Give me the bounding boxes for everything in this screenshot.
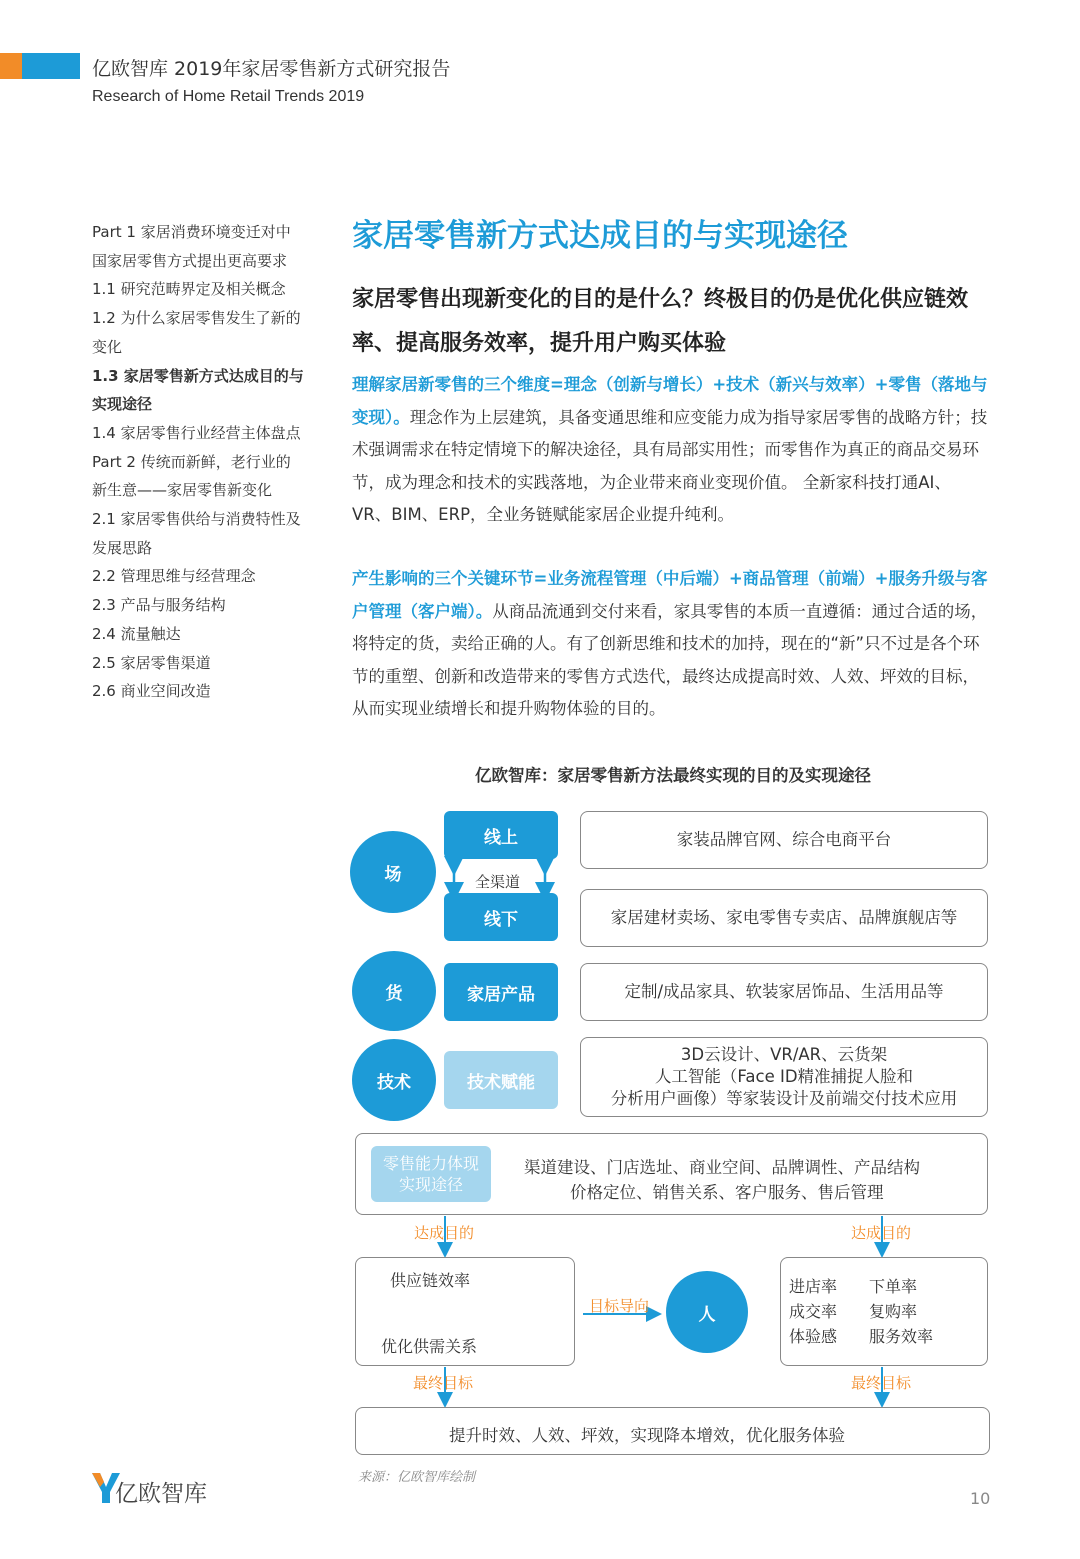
final-goal-text: 提升时效、人效、坪效，实现降本增效，优化服务体验 <box>449 1426 845 1445</box>
toc-item[interactable]: Part 1 家居消费环境变迁对中 <box>92 223 291 241</box>
toc-item[interactable]: 2.5 家居零售渠道 <box>92 653 211 672</box>
optimize-supply-demand: 优化供需关系 <box>381 1337 478 1356</box>
retail-capability-label <box>371 1146 491 1202</box>
toc-item[interactable]: 2.4 流量触达 <box>92 624 181 643</box>
label-goal-orientation: 目标导向 <box>589 1297 650 1315</box>
footer-logo-text: 亿欧智库 <box>115 1481 207 1507</box>
label-final-right: 最终目标 <box>851 1374 912 1392</box>
toc-item[interactable]: 2.2 管理思维与经营理念 <box>92 567 256 586</box>
label-achieve-right: 达成目的 <box>851 1224 912 1242</box>
report-subtitle: Research of Home Retail Trends 2019 <box>92 88 365 105</box>
toc-item[interactable]: 1.2 为什么家居零售发生了新的 <box>92 309 301 328</box>
label-achieve-left: 达成目的 <box>414 1224 475 1242</box>
desc-online: 家装品牌官网、综合电商平台 <box>580 811 988 869</box>
metric: 复购率 <box>869 1302 918 1321</box>
box-home-product: 家居产品 <box>444 963 558 1021</box>
circle-chang: 场 <box>350 831 436 913</box>
box-online: 线上 <box>444 811 558 859</box>
retail-label-line: 实现途径 <box>398 1175 463 1194</box>
toc-item[interactable]: 国家居零售方式提出更高要求 <box>92 251 288 270</box>
figure-source: 来源：亿欧智库绘制 <box>358 1470 476 1485</box>
label-final-left: 最终目标 <box>413 1374 474 1392</box>
toc-item[interactable]: 新生意——家居零售新变化 <box>92 481 273 500</box>
desc-tech-line: 3D云设计、VR/AR、云货架 <box>680 1045 888 1064</box>
figure-title: 亿欧智库：家居零售新方法最终实现的目的及实现途径 <box>475 766 871 785</box>
toc-item-current[interactable]: 1.3 家居零售新方式达成目的与 <box>92 366 304 385</box>
paragraph-text: 从商品流通到交付来看，家具零售的本质一直遵循：通过合适的场，将特定的货，卖给正确的人。有了创新思维和技术的加持，现在的“新”只不过是各个环节的重塑、创新和改造带来的零售方式迭代，最终达成提高时效、人效、坪效的目标，从而实现业绩增长和提升购物体验的目的。 <box>352 601 988 718</box>
toc-item[interactable]: 变化 <box>92 337 123 356</box>
metric: 成交率 <box>789 1302 838 1321</box>
toc-item[interactable]: 2.3 产品与服务结构 <box>92 596 226 615</box>
section-subheading: 家居零售出现新变化的目的是什么？终极目的仍是优化供应链效率、提高服务效率，提升用户购买体验 <box>352 287 969 356</box>
paragraph-highlight: 产生影响的三个关键环节=业务流程管理（中后端）+商品管理（前端）+服务升级与客户管理（客户端）。 <box>352 569 988 621</box>
label-all-channel: 全渠道 <box>475 873 521 891</box>
toc-item-current[interactable]: 实现途径 <box>92 395 153 414</box>
toc-item[interactable]: Part 2 传统而新鲜，老行业的 <box>92 452 291 471</box>
retail-label-line: 零售能力体现 <box>382 1154 479 1173</box>
circle-people: 人 <box>666 1271 748 1353</box>
toc-item[interactable]: 发展思路 <box>92 538 153 557</box>
desc-offline: 家居建材卖场、家电零售专卖店、品牌旗舰店等 <box>580 889 988 947</box>
box-tech-empower: 技术赋能 <box>444 1051 558 1109</box>
retail-text-line: 价格定位、销售关系、客户服务、售后管理 <box>570 1183 884 1202</box>
paragraph-highlight: 理解家居新零售的三个维度=理念（创新与增长）+技术（新兴与效率）+零售（落地与变现）。 <box>352 375 988 427</box>
toc-item[interactable]: 2.1 家居零售供给与消费特性及 <box>92 510 301 529</box>
circle-tech: 技术 <box>352 1039 436 1121</box>
circle-huo: 货 <box>352 951 436 1031</box>
toc-item[interactable]: 1.4 家居零售行业经营主体盘点 <box>92 423 301 442</box>
metric: 进店率 <box>789 1277 838 1296</box>
desc-tech <box>580 1037 988 1117</box>
desc-tech-line: 分析用户画像）等家装设计及前端交付技术应用 <box>610 1089 958 1108</box>
desc-tech-line: 人工智能（Face ID精准捕捉人脸和 <box>654 1067 914 1086</box>
metric: 下单率 <box>869 1277 918 1296</box>
toc-item[interactable]: 2.6 商业空间改造 <box>92 682 211 701</box>
desc-product: 定制/成品家具、软装家居饰品、生活用品等 <box>580 963 988 1021</box>
box-offline: 线下 <box>444 893 558 941</box>
retail-text-line: 渠道建设、门店选址、商业空间、品牌调性、产品结构 <box>524 1158 920 1177</box>
paragraph-text: 理念作为上层建筑，具备变通思维和应变能力成为指导家居零售的战略方针；技术强调需求在特定情境下的解决途径，具有局部实用性；而零售作为真正的商品交易环节，成为理念和技术的实践落地，为企业带来商业变现价值。 全新家科技打通AI、VR、BIM、ERP，全业务链赋能家居企业提升纯利。 <box>352 407 988 524</box>
report-title: 亿欧智库 2019年家居零售新方式研究报告 <box>92 58 451 80</box>
toc-item[interactable]: 1.1 研究范畴界定及相关概念 <box>92 280 286 299</box>
section-title: 家居零售新方式达成目的与实现途径 <box>352 218 848 254</box>
page-number: 10 <box>970 1489 991 1508</box>
metric: 服务效率 <box>869 1327 934 1346</box>
supply-chain-efficiency: 供应链效率 <box>390 1271 471 1290</box>
metric: 体验感 <box>789 1327 838 1346</box>
